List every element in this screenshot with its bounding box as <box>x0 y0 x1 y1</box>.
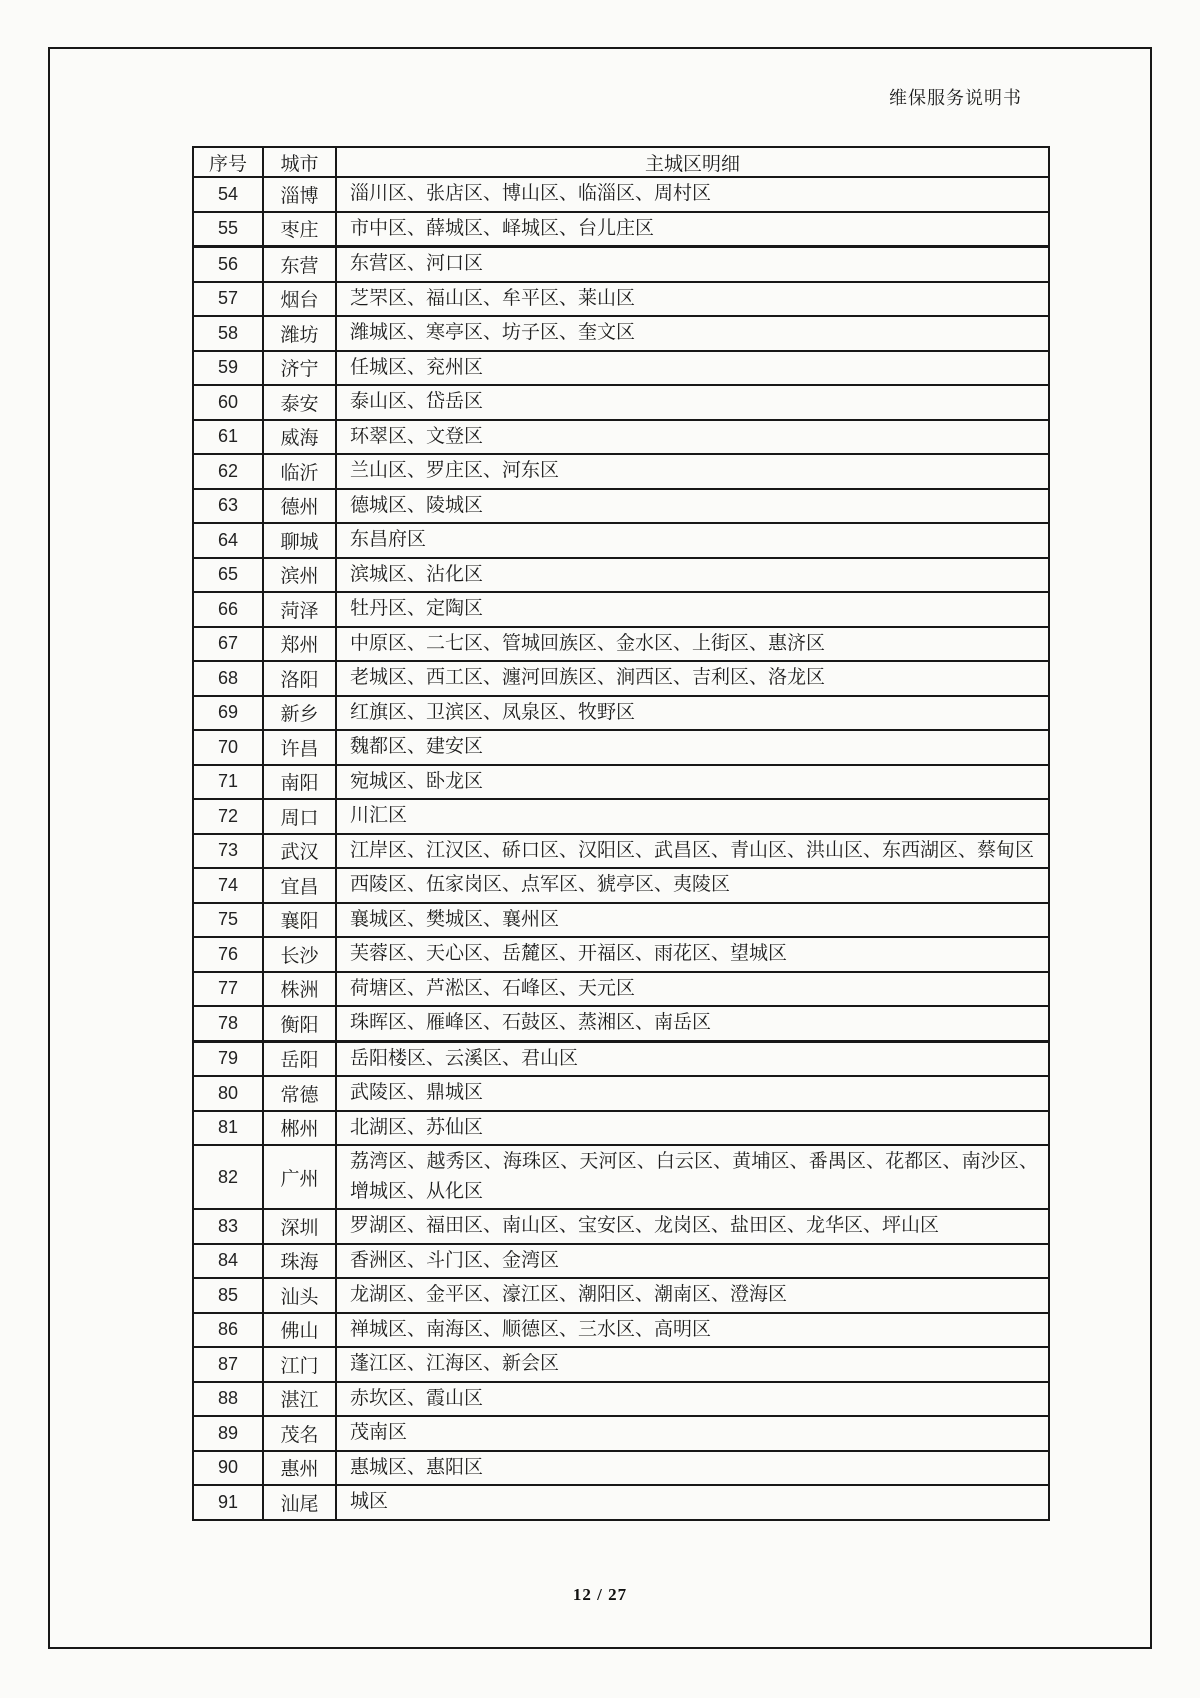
row-number-cell: 86 <box>193 1313 263 1348</box>
page-number: 12 / 27 <box>572 1585 628 1604</box>
table-row <box>193 696 1049 731</box>
city-cell: 武汉 <box>263 834 336 869</box>
row-number-cell: 64 <box>193 523 263 558</box>
districts-cell: 兰山区、罗庄区、河东区 <box>336 454 1049 489</box>
row-number-cell: 61 <box>193 420 263 455</box>
city-cell: 洛阳 <box>263 661 336 696</box>
row-number-cell: 62 <box>193 454 263 489</box>
row-number-cell: 82 <box>193 1145 263 1209</box>
table-row <box>193 1076 1049 1111</box>
districts-cell: 宛城区、卧龙区 <box>336 765 1049 800</box>
table-row <box>193 385 1049 420</box>
city-cell: 许昌 <box>263 730 336 765</box>
city-cell: 枣庄 <box>263 212 336 247</box>
districts-cell: 东营区、河口区 <box>336 247 1049 282</box>
header-cell-city: 城市 <box>263 147 336 177</box>
table-row <box>193 1278 1049 1313</box>
districts-cell: 蓬江区、江海区、新会区 <box>336 1347 1049 1382</box>
districts-cell: 西陵区、伍家岗区、点军区、猇亭区、夷陵区 <box>336 868 1049 903</box>
districts-cell: 东昌府区 <box>336 523 1049 558</box>
row-number-cell: 65 <box>193 558 263 593</box>
districts-cell: 龙湖区、金平区、濠江区、潮阳区、潮南区、澄海区 <box>336 1278 1049 1313</box>
districts-cell: 泰山区、岱岳区 <box>336 385 1049 420</box>
city-cell: 济宁 <box>263 351 336 386</box>
city-cell: 泰安 <box>263 385 336 420</box>
row-number-cell: 85 <box>193 1278 263 1313</box>
city-cell: 襄阳 <box>263 903 336 938</box>
row-number-cell: 73 <box>193 834 263 869</box>
row-number-cell: 72 <box>193 799 263 834</box>
row-number-cell: 74 <box>193 868 263 903</box>
table-row <box>193 1041 1049 1076</box>
row-number-cell: 56 <box>193 247 263 282</box>
table-row <box>193 661 1049 696</box>
city-cell: 东营 <box>263 247 336 282</box>
city-cell: 惠州 <box>263 1451 336 1486</box>
city-cell: 广州 <box>263 1145 336 1209</box>
city-cell: 深圳 <box>263 1209 336 1244</box>
table-row <box>193 1209 1049 1244</box>
table-row <box>193 1313 1049 1348</box>
row-number-cell: 63 <box>193 489 263 524</box>
districts-cell: 江岸区、江汉区、硚口区、汉阳区、武昌区、青山区、洪山区、东西湖区、蔡甸区 <box>336 834 1049 869</box>
city-cell: 威海 <box>263 420 336 455</box>
districts-cell: 滨城区、沾化区 <box>336 558 1049 593</box>
city-cell: 茂名 <box>263 1416 336 1451</box>
table-row <box>193 247 1049 282</box>
table-row <box>193 212 1049 247</box>
city-cell: 聊城 <box>263 523 336 558</box>
row-number-cell: 81 <box>193 1111 263 1146</box>
table-row <box>193 1416 1049 1451</box>
city-cell: 株洲 <box>263 972 336 1007</box>
row-number-cell: 71 <box>193 765 263 800</box>
table-header-row <box>193 147 1049 177</box>
document-header-title: 维保服务说明书 <box>889 88 1022 108</box>
city-cell: 滨州 <box>263 558 336 593</box>
row-number-cell: 77 <box>193 972 263 1007</box>
districts-cell: 赤坎区、霞山区 <box>336 1382 1049 1417</box>
city-cell: 潍坊 <box>263 316 336 351</box>
city-cell: 岳阳 <box>263 1041 336 1076</box>
table-row <box>193 1382 1049 1417</box>
districts-cell: 川汇区 <box>336 799 1049 834</box>
city-cell: 德州 <box>263 489 336 524</box>
city-cell: 新乡 <box>263 696 336 731</box>
city-cell: 长沙 <box>263 937 336 972</box>
row-number-cell: 83 <box>193 1209 263 1244</box>
table-row <box>193 903 1049 938</box>
districts-cell: 潍城区、寒亭区、坊子区、奎文区 <box>336 316 1049 351</box>
city-cell: 郴州 <box>263 1111 336 1146</box>
city-cell: 临沂 <box>263 454 336 489</box>
row-number-cell: 90 <box>193 1451 263 1486</box>
city-cell: 衡阳 <box>263 1006 336 1041</box>
row-number-cell: 75 <box>193 903 263 938</box>
table-row <box>193 730 1049 765</box>
districts-cell: 市中区、薛城区、峄城区、台儿庄区 <box>336 212 1049 247</box>
row-number-cell: 89 <box>193 1416 263 1451</box>
table-row <box>193 868 1049 903</box>
table-row <box>193 523 1049 558</box>
districts-cell: 芙蓉区、天心区、岳麓区、开福区、雨花区、望城区 <box>336 937 1049 972</box>
row-number-cell: 57 <box>193 282 263 317</box>
table-row <box>193 1145 1049 1209</box>
row-number-cell: 60 <box>193 385 263 420</box>
row-number-cell: 76 <box>193 937 263 972</box>
header-cell-serial: 序号 <box>193 147 263 177</box>
city-cell: 郑州 <box>263 627 336 662</box>
city-cell: 珠海 <box>263 1244 336 1279</box>
table-row <box>193 1111 1049 1146</box>
table-row <box>193 282 1049 317</box>
table-row <box>193 1451 1049 1486</box>
city-cell: 湛江 <box>263 1382 336 1417</box>
table-row <box>193 454 1049 489</box>
city-cell: 汕头 <box>263 1278 336 1313</box>
table-row <box>193 1485 1049 1520</box>
row-number-cell: 67 <box>193 627 263 662</box>
city-cell: 烟台 <box>263 282 336 317</box>
row-number-cell: 59 <box>193 351 263 386</box>
row-number-cell: 78 <box>193 1006 263 1041</box>
city-cell: 常德 <box>263 1076 336 1111</box>
city-cell: 宜昌 <box>263 868 336 903</box>
row-number-cell: 68 <box>193 661 263 696</box>
districts-cell: 香洲区、斗门区、金湾区 <box>336 1244 1049 1279</box>
districts-cell: 中原区、二七区、管城回族区、金水区、上街区、惠济区 <box>336 627 1049 662</box>
districts-cell: 淄川区、张店区、博山区、临淄区、周村区 <box>336 177 1049 212</box>
row-number-cell: 54 <box>193 177 263 212</box>
table-row <box>193 558 1049 593</box>
city-cell: 淄博 <box>263 177 336 212</box>
districts-cell: 禅城区、南海区、顺德区、三水区、高明区 <box>336 1313 1049 1348</box>
districts-cell: 茂南区 <box>336 1416 1049 1451</box>
table-row <box>193 765 1049 800</box>
districts-cell: 珠晖区、雁峰区、石鼓区、蒸湘区、南岳区 <box>336 1006 1049 1041</box>
table-row <box>193 1347 1049 1382</box>
city-cell: 周口 <box>263 799 336 834</box>
table-row <box>193 834 1049 869</box>
table-row <box>193 972 1049 1007</box>
districts-cell: 罗湖区、福田区、南山区、宝安区、龙岗区、盐田区、龙华区、坪山区 <box>336 1209 1049 1244</box>
districts-cell: 襄城区、樊城区、襄州区 <box>336 903 1049 938</box>
city-cell: 菏泽 <box>263 592 336 627</box>
table-row <box>193 316 1049 351</box>
row-number-cell: 55 <box>193 212 263 247</box>
table-row <box>193 177 1049 212</box>
row-number-cell: 66 <box>193 592 263 627</box>
city-cell: 南阳 <box>263 765 336 800</box>
row-number-cell: 87 <box>193 1347 263 1382</box>
districts-cell: 德城区、陵城区 <box>336 489 1049 524</box>
row-number-cell: 58 <box>193 316 263 351</box>
table-row <box>193 799 1049 834</box>
row-number-cell: 69 <box>193 696 263 731</box>
table-row <box>193 420 1049 455</box>
row-number-cell: 91 <box>193 1485 263 1520</box>
districts-cell: 老城区、西工区、瀍河回族区、涧西区、吉利区、洛龙区 <box>336 661 1049 696</box>
table-row <box>193 1244 1049 1279</box>
districts-cell: 红旗区、卫滨区、凤泉区、牧野区 <box>336 696 1049 731</box>
districts-cell: 魏都区、建安区 <box>336 730 1049 765</box>
districts-cell: 荷塘区、芦淞区、石峰区、天元区 <box>336 972 1049 1007</box>
districts-cell: 环翠区、文登区 <box>336 420 1049 455</box>
row-number-cell: 88 <box>193 1382 263 1417</box>
row-number-cell: 79 <box>193 1041 263 1076</box>
table-row <box>193 1006 1049 1041</box>
districts-cell: 城区 <box>336 1485 1049 1520</box>
districts-cell: 任城区、兖州区 <box>336 351 1049 386</box>
row-number-cell: 70 <box>193 730 263 765</box>
districts-cell: 芝罘区、福山区、牟平区、莱山区 <box>336 282 1049 317</box>
city-cell: 佛山 <box>263 1313 336 1348</box>
table-row <box>193 489 1049 524</box>
table-row <box>193 351 1049 386</box>
city-districts-table <box>192 146 1050 1521</box>
districts-cell: 北湖区、苏仙区 <box>336 1111 1049 1146</box>
table-row <box>193 592 1049 627</box>
districts-cell: 岳阳楼区、云溪区、君山区 <box>336 1041 1049 1076</box>
city-cell: 汕尾 <box>263 1485 336 1520</box>
row-number-cell: 80 <box>193 1076 263 1111</box>
table-row <box>193 627 1049 662</box>
districts-cell: 武陵区、鼎城区 <box>336 1076 1049 1111</box>
districts-cell: 荔湾区、越秀区、海珠区、天河区、白云区、黄埔区、番禺区、花都区、南沙区、增城区、从化区 <box>336 1145 1049 1209</box>
table-body <box>193 177 1049 1520</box>
header-cell-districts: 主城区明细 <box>336 147 1049 177</box>
row-number-cell: 84 <box>193 1244 263 1279</box>
districts-cell: 惠城区、惠阳区 <box>336 1451 1049 1486</box>
table-row <box>193 937 1049 972</box>
districts-cell: 牡丹区、定陶区 <box>336 592 1049 627</box>
city-cell: 江门 <box>263 1347 336 1382</box>
